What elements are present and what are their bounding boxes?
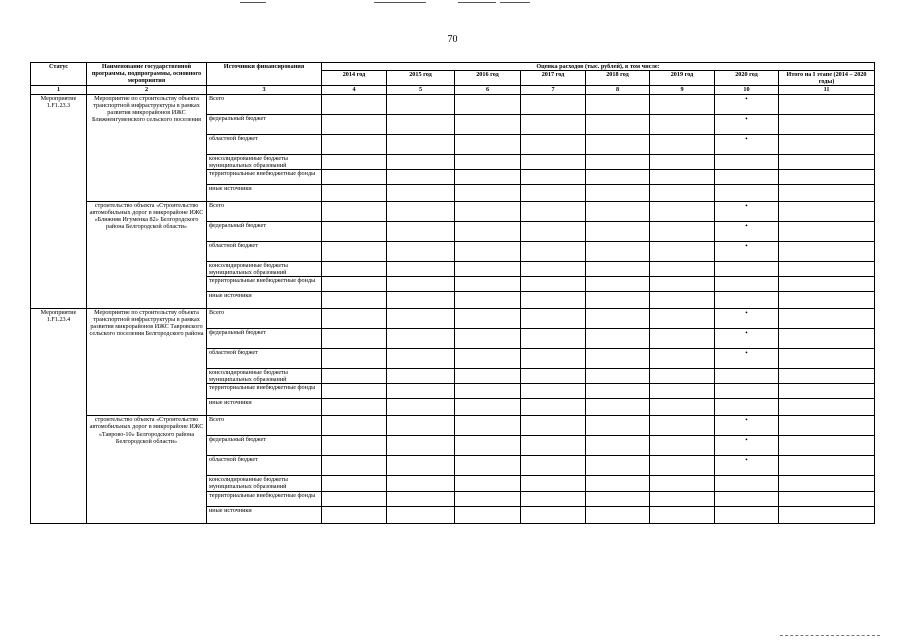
value-cell bbox=[779, 349, 875, 369]
value-cell bbox=[779, 416, 875, 436]
event-name-cell: Мероприятие по строительству объекта транспортной инфраструктуры в рамках развития микрорайонов ИЖС Тавровского сельского поселения Белгородского района bbox=[87, 309, 207, 416]
scan-edge-mark bbox=[500, 2, 530, 3]
value-cell bbox=[521, 384, 586, 399]
funding-source-cell: консолидированные бюджеты муниципальных образований bbox=[207, 369, 322, 384]
value-cell bbox=[521, 169, 586, 184]
funding-source-cell: областной бюджет bbox=[207, 349, 322, 369]
value-cell bbox=[387, 154, 455, 169]
value-cell bbox=[586, 277, 650, 292]
value-cell bbox=[586, 491, 650, 506]
value-cell bbox=[455, 261, 521, 276]
column-number: 7 bbox=[521, 86, 586, 94]
value-cell bbox=[650, 277, 715, 292]
value-cell bbox=[650, 369, 715, 384]
value-cell bbox=[387, 416, 455, 436]
value-marker: • bbox=[715, 94, 779, 114]
funding-source-cell: территориальные внебюджетные фонды bbox=[207, 384, 322, 399]
value-cell bbox=[455, 491, 521, 506]
value-cell bbox=[387, 201, 455, 221]
value-cell bbox=[650, 114, 715, 134]
value-cell bbox=[779, 384, 875, 399]
value-cell bbox=[455, 134, 521, 154]
value-cell bbox=[650, 416, 715, 436]
column-number: 3 bbox=[207, 86, 322, 94]
value-cell bbox=[322, 169, 387, 184]
page-number: 70 bbox=[447, 34, 458, 45]
funding-source-cell: областной бюджет bbox=[207, 456, 322, 476]
value-cell bbox=[322, 292, 387, 309]
value-cell bbox=[586, 506, 650, 523]
value-marker: • bbox=[715, 309, 779, 329]
value-cell bbox=[322, 154, 387, 169]
value-cell bbox=[455, 416, 521, 436]
funding-source-cell: федеральный бюджет bbox=[207, 114, 322, 134]
value-cell bbox=[322, 349, 387, 369]
funding-source-cell: федеральный бюджет bbox=[207, 436, 322, 456]
value-cell bbox=[387, 329, 455, 349]
value-cell bbox=[650, 169, 715, 184]
funding-source-cell: федеральный бюджет bbox=[207, 221, 322, 241]
value-cell bbox=[455, 154, 521, 169]
value-cell bbox=[521, 456, 586, 476]
value-cell bbox=[779, 184, 875, 201]
funding-source-cell: Всего bbox=[207, 94, 322, 114]
column-number: 9 bbox=[650, 86, 715, 94]
value-cell bbox=[387, 309, 455, 329]
funding-source-cell: территориальные внебюджетные фонды bbox=[207, 169, 322, 184]
value-cell bbox=[586, 399, 650, 416]
value-cell bbox=[650, 134, 715, 154]
value-cell bbox=[322, 94, 387, 114]
value-cell bbox=[322, 456, 387, 476]
value-cell bbox=[586, 169, 650, 184]
column-number: 1 bbox=[31, 86, 87, 94]
value-cell bbox=[322, 399, 387, 416]
value-cell bbox=[387, 277, 455, 292]
value-cell bbox=[455, 94, 521, 114]
value-cell bbox=[521, 491, 586, 506]
value-cell bbox=[779, 169, 875, 184]
value-cell bbox=[715, 369, 779, 384]
value-cell bbox=[650, 476, 715, 491]
value-cell bbox=[586, 309, 650, 329]
value-cell bbox=[322, 309, 387, 329]
value-cell bbox=[650, 292, 715, 309]
value-marker: • bbox=[715, 456, 779, 476]
value-cell bbox=[521, 369, 586, 384]
value-cell bbox=[521, 241, 586, 261]
value-cell bbox=[322, 261, 387, 276]
value-cell bbox=[650, 261, 715, 276]
value-cell bbox=[715, 506, 779, 523]
value-cell bbox=[779, 476, 875, 491]
value-cell bbox=[650, 456, 715, 476]
funding-source-cell: территориальные внебюджетные фонды bbox=[207, 277, 322, 292]
funding-source-cell: консолидированные бюджеты муниципальных образований bbox=[207, 261, 322, 276]
funding-source-cell: иные источники bbox=[207, 292, 322, 309]
value-cell bbox=[521, 506, 586, 523]
value-cell bbox=[779, 456, 875, 476]
value-cell bbox=[779, 134, 875, 154]
value-cell bbox=[455, 169, 521, 184]
value-cell bbox=[779, 277, 875, 292]
value-cell bbox=[715, 277, 779, 292]
value-cell bbox=[455, 184, 521, 201]
value-cell bbox=[715, 261, 779, 276]
value-cell bbox=[322, 241, 387, 261]
value-cell bbox=[387, 506, 455, 523]
value-cell bbox=[650, 184, 715, 201]
event-name-cell: строительство объекта «Строительство автомобильных дорог в микрорайоне ИЖС «Ближняя Игуменка 82» Белгородского района Белгородской области» bbox=[87, 201, 207, 308]
value-cell bbox=[715, 154, 779, 169]
header-sources: Источники финансирования bbox=[207, 63, 322, 86]
scan-edge-mark bbox=[240, 2, 266, 3]
value-cell bbox=[322, 369, 387, 384]
value-cell bbox=[521, 476, 586, 491]
value-cell bbox=[387, 134, 455, 154]
value-cell bbox=[586, 94, 650, 114]
value-marker: • bbox=[715, 349, 779, 369]
funding-source-cell: консолидированные бюджеты муниципальных образований bbox=[207, 476, 322, 491]
value-cell bbox=[455, 309, 521, 329]
value-cell bbox=[715, 491, 779, 506]
funding-source-cell: федеральный бюджет bbox=[207, 329, 322, 349]
header-estimate: Оценка расходов (тыс. рублей), в том числе: bbox=[322, 63, 875, 71]
header-year: 2016 год bbox=[455, 71, 521, 86]
value-cell bbox=[650, 309, 715, 329]
value-cell bbox=[455, 277, 521, 292]
header-status: Статус bbox=[31, 63, 87, 86]
scan-edge-mark bbox=[374, 2, 426, 3]
value-cell bbox=[586, 369, 650, 384]
value-cell bbox=[715, 476, 779, 491]
value-cell bbox=[322, 491, 387, 506]
value-cell bbox=[322, 114, 387, 134]
value-cell bbox=[586, 154, 650, 169]
value-cell bbox=[586, 184, 650, 201]
value-cell bbox=[586, 261, 650, 276]
value-cell bbox=[387, 261, 455, 276]
value-cell bbox=[779, 292, 875, 309]
value-cell bbox=[650, 329, 715, 349]
funding-source-cell: областной бюджет bbox=[207, 241, 322, 261]
value-cell bbox=[455, 476, 521, 491]
value-cell bbox=[387, 94, 455, 114]
value-cell bbox=[586, 416, 650, 436]
value-cell bbox=[586, 436, 650, 456]
value-cell bbox=[586, 384, 650, 399]
value-cell bbox=[455, 369, 521, 384]
status-cell: Мероприятие 1.F1.23.3 bbox=[31, 94, 87, 309]
value-cell bbox=[322, 277, 387, 292]
value-cell bbox=[650, 349, 715, 369]
value-marker: • bbox=[715, 221, 779, 241]
value-cell bbox=[455, 456, 521, 476]
funding-source-cell: иные источники bbox=[207, 399, 322, 416]
value-cell bbox=[586, 329, 650, 349]
header-year: 2019 год bbox=[650, 71, 715, 86]
value-cell bbox=[387, 114, 455, 134]
value-cell bbox=[387, 349, 455, 369]
value-cell bbox=[387, 169, 455, 184]
budget-table bbox=[30, 62, 875, 524]
value-cell bbox=[779, 506, 875, 523]
value-cell bbox=[715, 292, 779, 309]
value-cell bbox=[586, 221, 650, 241]
value-cell bbox=[521, 221, 586, 241]
value-cell bbox=[650, 201, 715, 221]
value-cell bbox=[779, 201, 875, 221]
value-cell bbox=[387, 369, 455, 384]
value-cell bbox=[322, 416, 387, 436]
value-cell bbox=[322, 436, 387, 456]
scan-edge-mark bbox=[458, 2, 496, 3]
value-cell bbox=[521, 94, 586, 114]
value-cell bbox=[322, 329, 387, 349]
value-cell bbox=[779, 491, 875, 506]
value-cell bbox=[586, 134, 650, 154]
value-cell bbox=[455, 436, 521, 456]
value-cell bbox=[779, 154, 875, 169]
value-cell bbox=[322, 201, 387, 221]
value-cell bbox=[779, 399, 875, 416]
value-cell bbox=[455, 221, 521, 241]
column-number: 11 bbox=[779, 86, 875, 94]
value-cell bbox=[715, 169, 779, 184]
value-cell bbox=[650, 436, 715, 456]
value-cell bbox=[521, 134, 586, 154]
value-cell bbox=[455, 384, 521, 399]
value-cell bbox=[586, 241, 650, 261]
funding-source-cell: территориальные внебюджетные фонды bbox=[207, 491, 322, 506]
table-row bbox=[31, 201, 875, 221]
value-cell bbox=[387, 491, 455, 506]
value-cell bbox=[387, 436, 455, 456]
value-cell bbox=[322, 384, 387, 399]
value-marker: • bbox=[715, 436, 779, 456]
funding-source-cell: Всего bbox=[207, 201, 322, 221]
column-number: 10 bbox=[715, 86, 779, 94]
value-cell bbox=[521, 277, 586, 292]
value-cell bbox=[521, 416, 586, 436]
value-cell bbox=[650, 154, 715, 169]
funding-source-cell: Всего bbox=[207, 416, 322, 436]
header-total: Итого на I этапе (2014 – 2020 годы) bbox=[779, 71, 875, 86]
value-cell bbox=[650, 221, 715, 241]
value-cell bbox=[779, 94, 875, 114]
value-cell bbox=[455, 241, 521, 261]
value-cell bbox=[586, 201, 650, 221]
value-cell bbox=[650, 241, 715, 261]
value-cell bbox=[779, 221, 875, 241]
event-name-cell: строительство объекта «Строительство автомобильных дорог в микрорайоне ИЖС «Таврово-10» Белгородского района Белгородской области» bbox=[87, 416, 207, 523]
header-name: Наименование государственной программы, подпрограммы, основного мероприятия bbox=[87, 63, 207, 86]
value-cell bbox=[650, 384, 715, 399]
funding-source-cell: Всего bbox=[207, 309, 322, 329]
value-marker: • bbox=[715, 416, 779, 436]
value-cell bbox=[387, 476, 455, 491]
value-cell bbox=[455, 349, 521, 369]
column-number-row bbox=[31, 86, 875, 94]
value-cell bbox=[521, 436, 586, 456]
column-number: 8 bbox=[586, 86, 650, 94]
value-cell bbox=[322, 221, 387, 241]
value-marker: • bbox=[715, 134, 779, 154]
table-row bbox=[31, 94, 875, 114]
value-cell bbox=[586, 349, 650, 369]
value-cell bbox=[586, 476, 650, 491]
value-cell bbox=[322, 476, 387, 491]
value-cell bbox=[779, 436, 875, 456]
column-number: 5 bbox=[387, 86, 455, 94]
value-cell bbox=[779, 309, 875, 329]
event-name-cell: Мероприятие по строительству объекта транспортной инфраструктуры в рамках развития микрорайонов ИЖС Ближнеигуменского сельского поселения bbox=[87, 94, 207, 201]
value-cell bbox=[322, 184, 387, 201]
table-row bbox=[31, 309, 875, 329]
value-cell bbox=[779, 114, 875, 134]
value-cell bbox=[521, 154, 586, 169]
value-cell bbox=[521, 201, 586, 221]
value-cell bbox=[387, 399, 455, 416]
value-cell bbox=[387, 292, 455, 309]
value-cell bbox=[455, 292, 521, 309]
value-cell bbox=[387, 221, 455, 241]
value-cell bbox=[586, 114, 650, 134]
value-cell bbox=[650, 491, 715, 506]
header-year: 2014 год bbox=[322, 71, 387, 86]
value-cell bbox=[322, 506, 387, 523]
value-cell bbox=[521, 329, 586, 349]
value-cell bbox=[387, 384, 455, 399]
header-year: 2015 год bbox=[387, 71, 455, 86]
value-cell bbox=[387, 241, 455, 261]
value-cell bbox=[455, 114, 521, 134]
value-cell bbox=[779, 261, 875, 276]
funding-source-cell: иные источники bbox=[207, 184, 322, 201]
value-cell bbox=[521, 309, 586, 329]
column-number: 2 bbox=[87, 86, 207, 94]
value-marker: • bbox=[715, 241, 779, 261]
value-marker: • bbox=[715, 201, 779, 221]
value-cell bbox=[455, 201, 521, 221]
value-cell bbox=[521, 349, 586, 369]
funding-source-cell: областной бюджет bbox=[207, 134, 322, 154]
value-cell bbox=[322, 134, 387, 154]
value-cell bbox=[521, 184, 586, 201]
value-cell bbox=[650, 399, 715, 416]
header-year: 2017 год bbox=[521, 71, 586, 86]
value-cell bbox=[779, 369, 875, 384]
value-cell bbox=[521, 261, 586, 276]
funding-source-cell: консолидированные бюджеты муниципальных образований bbox=[207, 154, 322, 169]
value-cell bbox=[521, 114, 586, 134]
value-cell bbox=[387, 184, 455, 201]
value-cell bbox=[455, 399, 521, 416]
value-marker: • bbox=[715, 114, 779, 134]
funding-source-cell: иные источники bbox=[207, 506, 322, 523]
value-cell bbox=[521, 399, 586, 416]
header-year: 2018 год bbox=[586, 71, 650, 86]
value-cell bbox=[586, 292, 650, 309]
value-cell bbox=[387, 456, 455, 476]
value-cell bbox=[779, 241, 875, 261]
status-cell: Мероприятие 1.F1.23.4 bbox=[31, 309, 87, 524]
table-row bbox=[31, 416, 875, 436]
header-year: 2020 год bbox=[715, 71, 779, 86]
column-number: 4 bbox=[322, 86, 387, 94]
header-row bbox=[31, 63, 875, 71]
scan-edge-mark bbox=[780, 635, 880, 636]
column-number: 6 bbox=[455, 86, 521, 94]
value-cell bbox=[521, 292, 586, 309]
value-cell bbox=[650, 506, 715, 523]
value-cell bbox=[650, 94, 715, 114]
table-body bbox=[31, 94, 875, 523]
value-cell bbox=[455, 506, 521, 523]
value-cell bbox=[715, 384, 779, 399]
value-marker: • bbox=[715, 329, 779, 349]
value-cell bbox=[779, 329, 875, 349]
value-cell bbox=[715, 184, 779, 201]
value-cell bbox=[586, 456, 650, 476]
value-cell bbox=[715, 399, 779, 416]
value-cell bbox=[455, 329, 521, 349]
